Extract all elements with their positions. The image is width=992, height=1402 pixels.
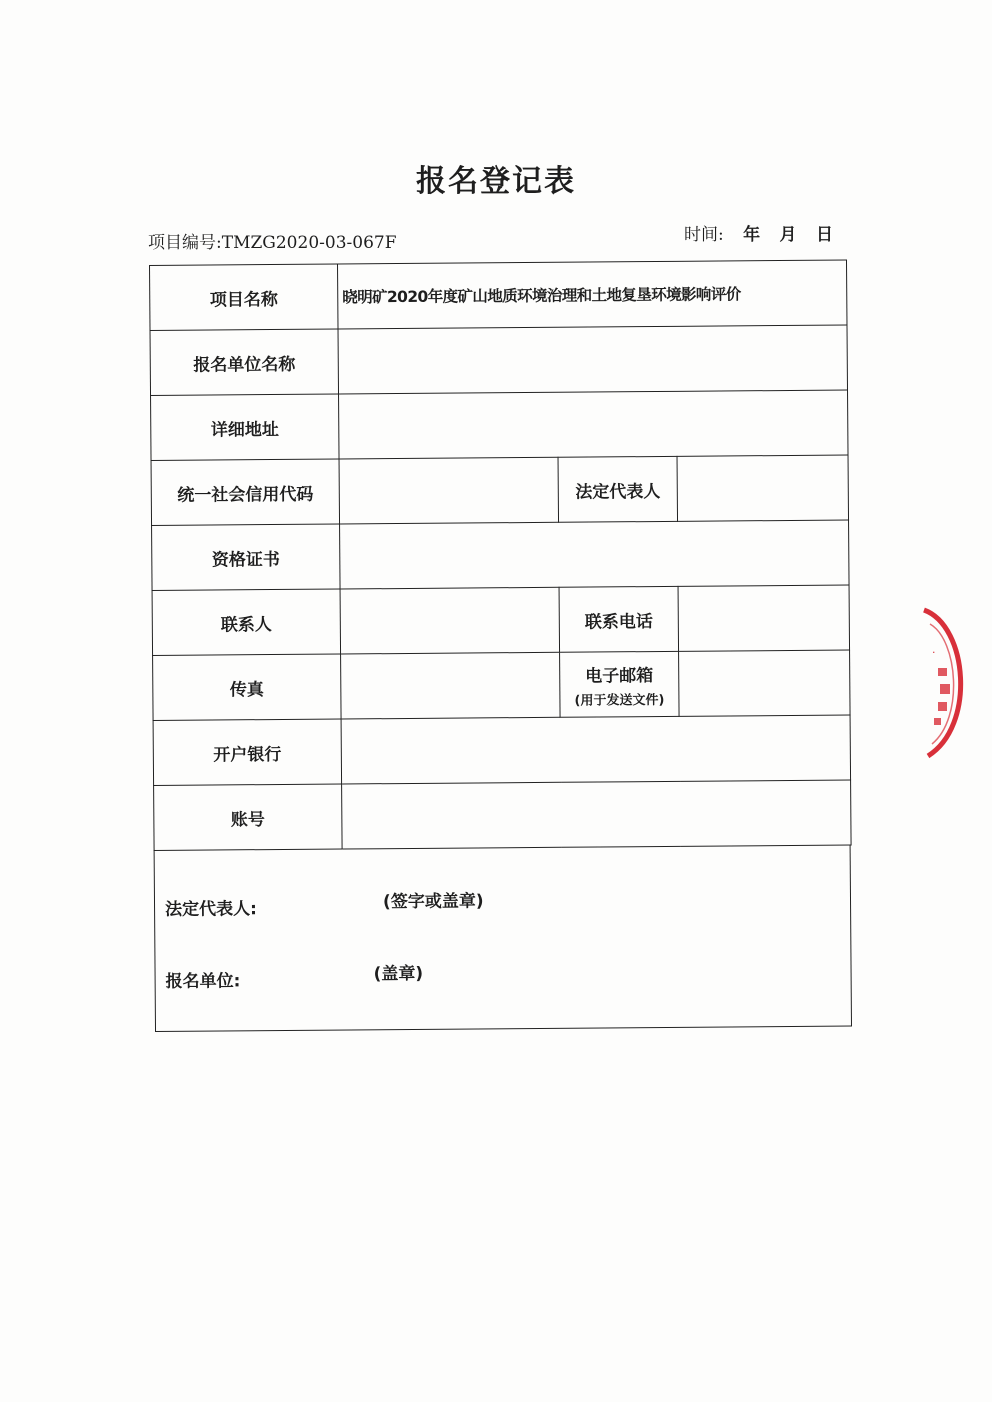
table-row xyxy=(151,390,849,460)
qualification-field[interactable] xyxy=(340,520,850,589)
email-label: 电子邮箱 xyxy=(585,665,654,687)
table-row xyxy=(153,650,851,720)
table-row xyxy=(150,325,848,395)
unit-signature-label: 报名单位: xyxy=(165,971,241,992)
project-name-value: 晓明矿2020年度矿山地质环境治理和土地复垦环境影响评价 xyxy=(337,260,847,329)
phone-field[interactable] xyxy=(678,585,850,651)
date-year: 年 xyxy=(743,225,761,245)
signature-area xyxy=(154,846,852,1032)
address-field[interactable] xyxy=(339,390,849,459)
credit-code-field[interactable] xyxy=(339,457,559,524)
svg-text:·: · xyxy=(932,646,936,659)
project-number: 项目编号:TMZG2020-03-067F xyxy=(148,233,397,253)
contact-label: 联系人 xyxy=(152,589,341,655)
email-note: (用于发送文件) xyxy=(574,692,665,709)
address-label: 详细地址 xyxy=(151,394,340,460)
legal-rep-signature-label: 法定代表人: xyxy=(164,899,257,920)
credit-code-label: 统一社会信用代码 xyxy=(151,459,340,525)
date-day: 日 xyxy=(815,225,833,245)
qualification-label: 资格证书 xyxy=(152,524,341,590)
legal-rep-signature-note: (签字或盖章) xyxy=(382,891,484,913)
date-line xyxy=(684,220,833,245)
phone-label: 联系电话 xyxy=(559,586,679,652)
contact-field[interactable] xyxy=(340,587,560,654)
account-label: 账号 xyxy=(154,784,343,850)
legal-rep-label: 法定代表人 xyxy=(558,456,678,522)
unit-signature-note: (盖章) xyxy=(373,963,424,985)
table-row xyxy=(150,260,848,330)
account-field[interactable] xyxy=(342,780,852,849)
table-row xyxy=(152,585,850,655)
email-label-cell xyxy=(560,651,680,717)
email-field[interactable] xyxy=(679,650,851,716)
date-month: 月 xyxy=(779,225,797,245)
red-seal-stamp xyxy=(918,606,978,762)
fax-label: 传真 xyxy=(153,654,342,720)
page-title: 报名登记表 xyxy=(416,164,576,199)
bank-field[interactable] xyxy=(341,715,851,784)
table-row xyxy=(154,780,852,850)
bank-label: 开户银行 xyxy=(153,719,342,785)
table-row xyxy=(152,520,850,590)
unit-name-label: 报名单位名称 xyxy=(150,329,339,395)
table-row xyxy=(153,715,851,785)
fax-field[interactable] xyxy=(341,652,561,719)
table-row xyxy=(151,455,849,525)
date-label: 时间: xyxy=(684,225,724,245)
project-name-label: 项目名称 xyxy=(150,264,339,330)
registration-table xyxy=(149,260,852,1041)
legal-rep-field[interactable] xyxy=(677,455,849,521)
unit-name-field[interactable] xyxy=(338,325,848,394)
